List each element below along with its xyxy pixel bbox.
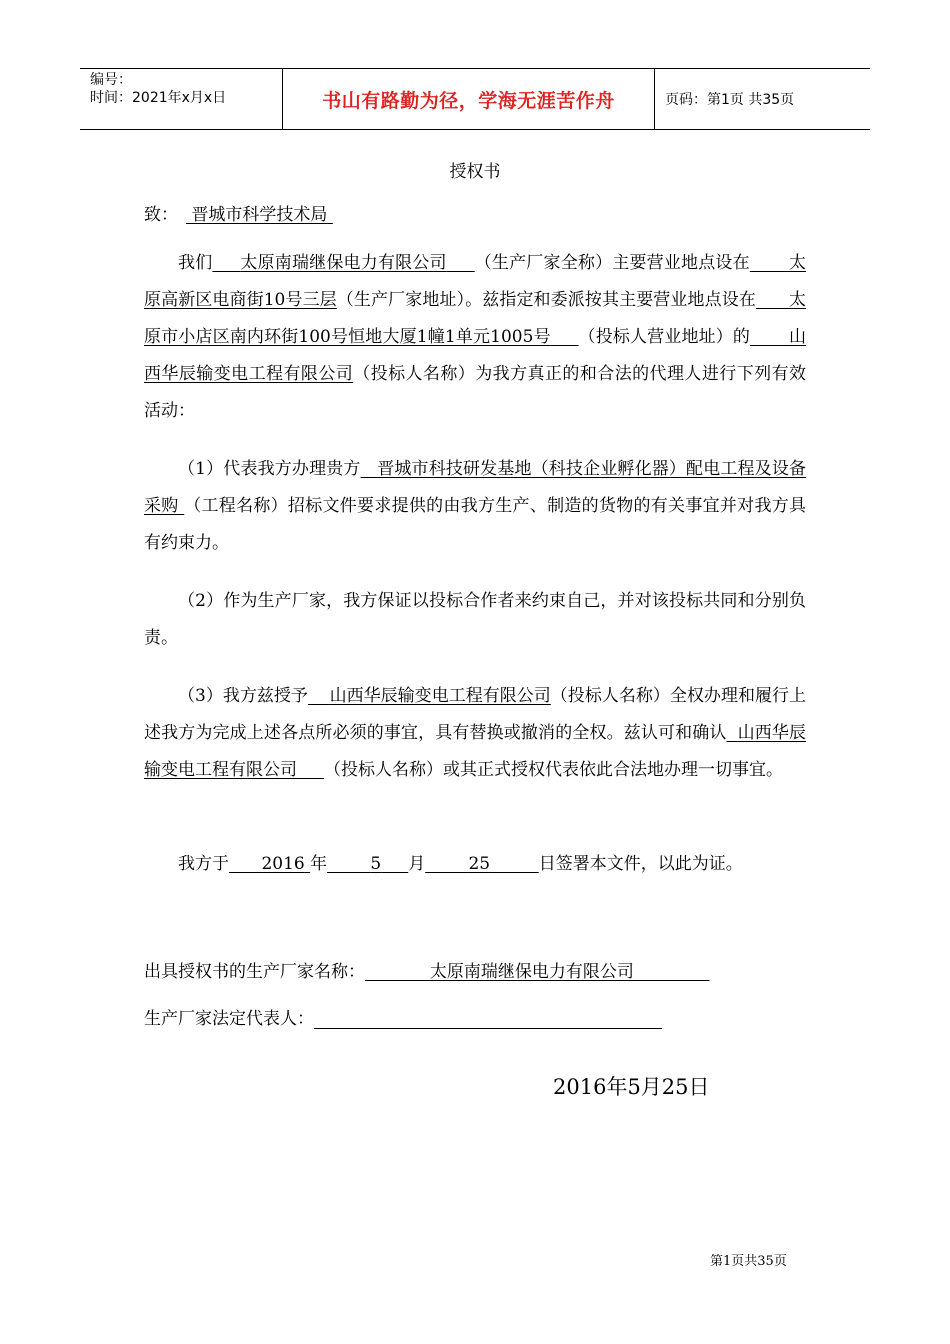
header-time: 时间：2021年x月x日 bbox=[90, 90, 227, 106]
p2-text-1: （1）代表我方办理贵方 bbox=[178, 459, 361, 479]
bidder-name: 山西华辰输变电工程有限公司 bbox=[144, 327, 807, 384]
paragraph-item-3 bbox=[144, 678, 806, 789]
paragraph-signing-date bbox=[144, 846, 806, 883]
document-date: 2016年5月25日 bbox=[553, 1075, 710, 1099]
recipient-line bbox=[144, 200, 333, 225]
header-meta bbox=[80, 69, 282, 129]
p5-text-4: 日签署本文件，以此为证。 bbox=[538, 854, 743, 874]
header-page: 页码：第1页 共35页 bbox=[665, 92, 795, 108]
p5-text-3: 月 bbox=[408, 854, 426, 874]
p1-text-5: （投标人名称）为我方真正的和合法的代理人进行下列有效活动： bbox=[144, 364, 807, 421]
sign-day: 25 bbox=[468, 854, 491, 874]
manufacturer-address: 太原高新区电商街10号三层 bbox=[144, 253, 807, 310]
bidder-address: 太原市小店区南内环街100号恒地大厦1幢1单元1005号 bbox=[144, 290, 806, 347]
sig-manufacturer-label: 出具授权书的生产厂家名称： bbox=[144, 962, 365, 982]
p1-text-1: 我们 bbox=[178, 253, 213, 273]
sig-manufacturer-value: 太原南瑞继保电力有限公司 bbox=[429, 962, 634, 982]
p4-text-1: （3）我方兹授予 bbox=[178, 686, 308, 706]
bidder-name-2: 山西华辰输变电工程有限公司 bbox=[329, 686, 551, 706]
p1-text-4: （投标人营业地址）的 bbox=[578, 327, 751, 347]
recipient-label: 致： bbox=[144, 205, 178, 225]
page-footer: 第1页共35页 bbox=[710, 1254, 787, 1269]
signature-representative-line bbox=[144, 1004, 662, 1029]
paragraph-item-1 bbox=[144, 451, 806, 562]
sig-rep-label: 生产厂家法定代表人： bbox=[144, 1009, 314, 1029]
sign-month: 5 bbox=[370, 854, 382, 874]
p2-text-2: （工程名称）招标文件要求提供的由我方生产、制造的货物的有关事宜并对我方具有约束力。 bbox=[144, 496, 807, 553]
p4-text-3: （投标人名称）或其正式授权代表依此合法地办理一切事宜。 bbox=[324, 760, 784, 780]
document-title: 授权书 bbox=[449, 162, 501, 182]
p5-text-1: 我方于 bbox=[178, 854, 229, 874]
bidder-name-3: 山西华辰输变电工程有限公司 bbox=[144, 723, 807, 780]
signature-manufacturer-line bbox=[144, 957, 710, 982]
p1-text-2: （生产厂家全称）主要营业地点设在 bbox=[474, 253, 750, 273]
recipient-name: 晋城市科学技术局 bbox=[191, 205, 328, 225]
p5-text-2: 年 bbox=[310, 854, 328, 874]
project-name: 晋城市科技研发基地（科技企业孵化器）配电工程及设备采购 bbox=[144, 459, 806, 516]
sig-rep-blank bbox=[314, 1008, 662, 1029]
header-number: 编号： bbox=[90, 72, 132, 88]
page-header bbox=[80, 68, 870, 130]
paragraph-intro bbox=[144, 245, 806, 430]
p3-text: （2）作为生产厂家，我方保证以投标合作者来约束自己，并对该投标共同和分别负责。 bbox=[144, 591, 806, 648]
manufacturer-name: 太原南瑞继保电力有限公司 bbox=[240, 253, 447, 273]
paragraph-item-2 bbox=[144, 583, 806, 657]
header-motto: 书山有路勤为径，学海无涯苦作舟 bbox=[282, 69, 655, 129]
p1-text-3: （生产厂家地址）。兹指定和委派按其主要营业地点设在 bbox=[336, 290, 756, 310]
sign-year: 2016 bbox=[261, 854, 305, 874]
p4-text-2: （投标人名称）全权办理和履行上述我方为完成上述各点所必须的事宜，具有替换或撤消的全权。兹认可和确认 bbox=[144, 686, 806, 743]
